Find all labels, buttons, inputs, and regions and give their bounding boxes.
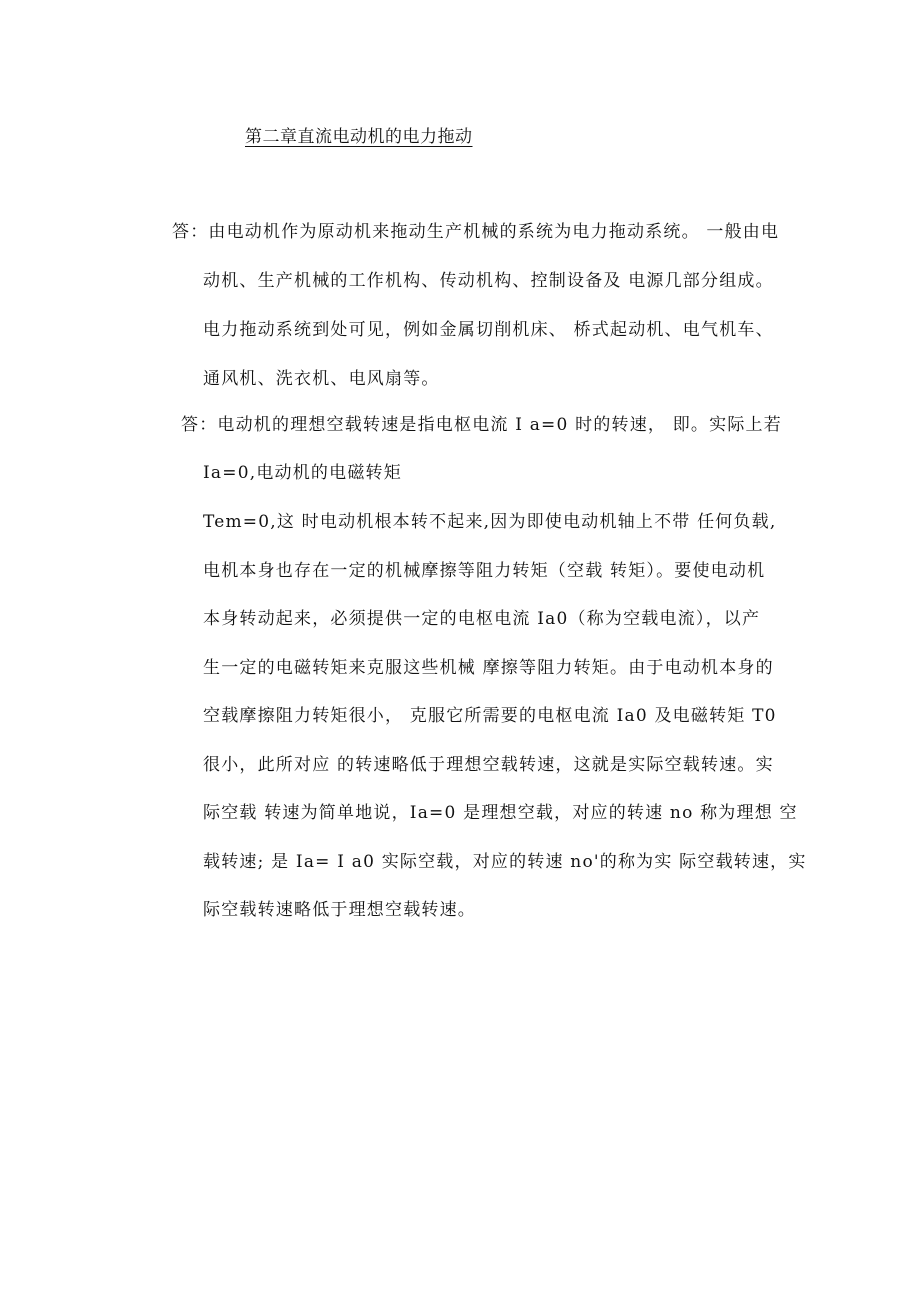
answer2-line-5: 本身转动起来，必须提供一定的电枢电流 Ia0（称为空载电流），以产 [203,609,761,629]
answer2-line-2: Ia=0,电动机的电磁转矩 [203,463,402,483]
answer2-line-1: 答：电动机的理想空载转速是指电枢电流 I a=0 时的转速， 即。实际上若 [181,415,782,435]
answer2-line-10: 载转速; 是 Ia= I a0 实际空载，对应的转速 no'的称为实 际空载转速，实 [203,852,807,872]
answer2-line-3: Tem=0,这 时电动机根本转不起来,因为即使电动机轴上不带 任何负载, [203,512,777,532]
answer1-line-1: 答：由电动机作为原动机来拖动生产机械的系统为电力拖动系统。 一般由电 [172,222,780,242]
answer1-line-3: 电力拖动系统到处可见，例如金属切削机床、 桥式起动机、电气机车、 [203,320,774,340]
answer2-line-11: 际空载转速略低于理想空载转速。 [203,900,476,920]
answer1-line-4: 通风机、洗衣机、电风扇等。 [203,369,440,389]
chapter-title: 第二章直流电动机的电力拖动 [245,127,473,147]
answer2-line-4: 电机本身也存在一定的机械摩擦等阻力转矩（空载 转矩）。要使电动机 [203,561,766,581]
answer2-line-7: 空载摩擦阻力转矩很小， 克服它所需要的电枢电流 Ia0 及电磁转矩 T0 [203,706,777,726]
answer2-line-9: 际空载 转速为简单地说，Ia=0 是理想空载，对应的转速 no 称为理想 空 [203,803,798,823]
answer2-line-6: 生一定的电磁转矩来克服这些机械 摩擦等阻力转矩。由于电动机本身的 [203,658,774,678]
answer2-line-8: 很小，此所对应 的转速略低于理想空载转速，这就是实际空载转速。实 [203,755,774,775]
answer1-line-2: 动机、生产机械的工作机构、传动机构、控制设备及 电源几部分组成。 [203,271,774,291]
